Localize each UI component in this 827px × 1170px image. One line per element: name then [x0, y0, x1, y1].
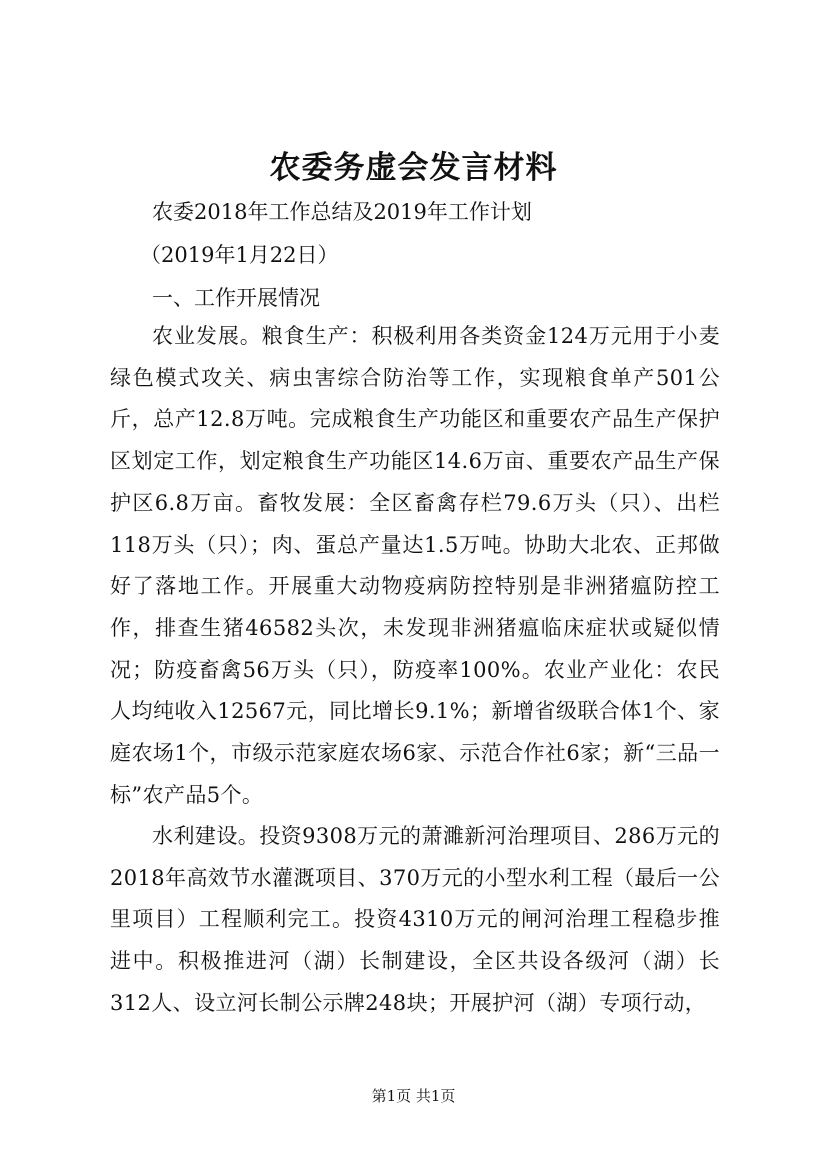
paragraph-agriculture: 农业发展。粮食生产：积极利用各类资金124万元用于小麦绿色模式攻关、病虫害综合防治等工作，实现粮食单产501公斤，总产12.8万吨。完成粮食生产功能区和重要农产品生产保护区划定工作，划定粮食生产功能区14.6万亩、重要农产品生产保护区6.8万亩。畜牧发展：全区畜禽存栏79.6万头（只）、出栏118万头（只）；肉、蛋总产量达1.5万吨。协助大北农、正邦做好了落地工作。开展重大动物疫病防控特别是非洲猪瘟防控工作，排查生猪46582头次，未发现非洲猪瘟临床症状或疑似情况；防疫畜禽56万头（只），防疫率100%。农业产业化：农民人均纯收入12567元，同比增长9.1%；新增省级联合体1个、家庭农场1个，市级示范家庭农场6家、示范合作社6家；新“三品一标”农产品5个。: [110, 324, 720, 807]
document-subtitle: 农委2018年工作总结及2019年工作计划: [152, 200, 532, 224]
page-footer: 第1页 共1页: [371, 1087, 456, 1105]
paragraph-water-conservancy: 水利建设。投资9308万元的萧濉新河治理项目、286万元的2018年高效节水灌溉项目、370万元的小型水利工程（最后一公里项目）工程顺利完工。投资4310万元的闸河治理工程稳步推进中。积极推进河（湖）长制建设，全区共设各级河（湖）长312人、设立河长制公示牌248块；开展护河（湖）专项行动，: [110, 824, 720, 1015]
document-title: 农委务虚会发言材料: [269, 150, 558, 186]
section-heading: 一、工作开展情况: [152, 286, 320, 310]
document-date: （2019年1月22日）: [140, 243, 339, 267]
